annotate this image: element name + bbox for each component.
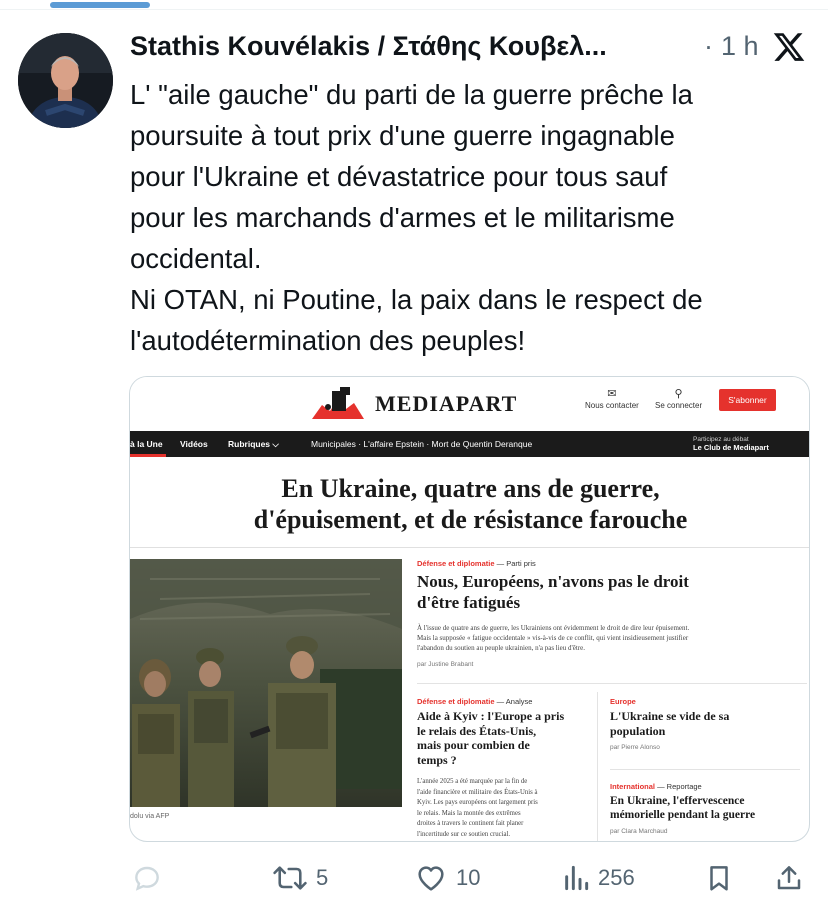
photo-credit: dolu via AFP xyxy=(130,813,170,820)
share-button[interactable] xyxy=(774,855,804,901)
article-byline: par Clara Marchaud xyxy=(610,828,668,835)
article-kicker: Défense et diplomatie — Parti pris xyxy=(417,559,536,568)
fourth-article[interactable] xyxy=(610,782,805,835)
scroll-indicator xyxy=(50,2,150,8)
nav-active-indicator xyxy=(130,454,166,457)
main-headline: En Ukraine, quatre ans de guerre, d'épuisement, et de résistance farouche xyxy=(253,474,688,534)
article-title[interactable]: Aide à Kyiv : l'Europe a pris le relais des États-Unis, mais pour combien de temps ? xyxy=(417,709,565,767)
retweet-icon xyxy=(272,862,308,894)
tweet-header xyxy=(130,28,820,68)
photo-illustration xyxy=(130,559,402,807)
lead-article[interactable] xyxy=(417,559,777,668)
article-title[interactable]: L'Ukraine se vide de sa population xyxy=(610,709,730,738)
article-kicker: International — Reportage xyxy=(610,782,702,791)
views-count: 256 xyxy=(598,865,635,890)
reply-button[interactable] xyxy=(131,855,171,901)
timestamp[interactable]: 1 h xyxy=(721,31,759,61)
article-kicker: Europe xyxy=(610,697,636,706)
nav-item-rubriques[interactable]: Rubriques ⌵ xyxy=(228,439,279,449)
brand-name: MEDIAPART xyxy=(375,391,518,416)
share-icon xyxy=(774,862,804,894)
mail-icon: ✉ xyxy=(607,388,617,400)
article-byline: par Pierre Alonso xyxy=(610,744,660,751)
club-link[interactable]: Le Club de Mediapart Participez au débat xyxy=(693,436,769,452)
avatar[interactable] xyxy=(18,33,113,128)
nav-item-videos[interactable]: Vidéos xyxy=(180,439,208,449)
retweet-count: 5 xyxy=(316,865,329,890)
retweet-button[interactable] xyxy=(272,855,328,901)
nav-item-une[interactable]: à la Une xyxy=(130,439,163,449)
x-logo-icon[interactable] xyxy=(772,30,806,64)
subscribe-button[interactable]: S'abonner xyxy=(719,389,776,411)
login-link[interactable]: ⚲ Se connecter xyxy=(655,388,703,410)
third-article[interactable] xyxy=(610,697,800,751)
second-article[interactable] xyxy=(417,697,587,840)
article-byline: par Justine Brabant xyxy=(417,661,474,668)
views-icon xyxy=(562,862,590,894)
like-count: 10 xyxy=(456,865,481,890)
nav-trending[interactable]: Municipales · L'affaire Epstein · Mort de Quentin Deranque xyxy=(311,439,533,449)
bookmark-icon xyxy=(704,862,734,894)
contact-link[interactable]: ✉ Nous contacter xyxy=(585,388,639,410)
heart-icon xyxy=(414,862,448,894)
article-kicker: Défense et diplomatie — Analyse xyxy=(417,697,533,706)
mediapart-logo-icon xyxy=(310,385,366,419)
reply-icon xyxy=(131,862,163,894)
article-title[interactable]: Nous, Européens, n'avons pas le droit d'être fatigués xyxy=(417,572,689,612)
tweet-actions xyxy=(0,855,828,901)
mediapart-nav xyxy=(130,431,810,457)
mediapart-header xyxy=(130,377,810,431)
top-strip xyxy=(0,0,828,10)
like-button[interactable] xyxy=(414,855,480,901)
author-name[interactable]: Stathis Kouvélakis / Στάθης Κουβελ... xyxy=(130,31,607,61)
link-preview-card[interactable] xyxy=(129,376,810,842)
bookmark-button[interactable] xyxy=(704,855,734,901)
divider xyxy=(130,547,810,548)
views-button[interactable] xyxy=(562,855,635,901)
divider xyxy=(597,692,598,842)
soldiers-photo xyxy=(130,559,402,807)
article-summary: À l'issue de quatre ans de guerre, les Ukrainiens ont évidemment le droit de dire leur épuisement. Mais la supposée « fatigue occidentale » vis-à-vis de ce conflit, qui vient insidieusement justifier l'abandon du soutien au peuple ukrainien, n'a pas lieu d'être. xyxy=(417,624,690,652)
article-title[interactable]: En Ukraine, l'effervescence mémorielle pendant la guerre xyxy=(610,795,756,821)
divider xyxy=(610,769,800,770)
divider xyxy=(417,683,807,684)
article-summary: L'année 2025 a été marquée par la fin de l'aide financière et militaire des États-Unis à Kyiv. Les pays européens ont largement pris le relais. Mais la montée des extrêmes droites à travers le continent fait planer l'incertitude sur ce soutien crucial. xyxy=(417,778,538,838)
divider xyxy=(0,9,828,10)
user-icon: ⚲ xyxy=(674,388,683,400)
separator: · xyxy=(704,31,713,61)
avatar-photo xyxy=(18,33,113,128)
tweet-text: L' "aile gauche" du parti de la guerre prêche la poursuite à tout prix d'une guerre ingagnable pour l'Ukraine et dévastatrice pour tous sauf pour les marchands d'armes et le militarisme occidental. Ni OTAN, ni Poutine, la paix dans le respect de l'autodétermination des peuples! xyxy=(130,79,703,356)
